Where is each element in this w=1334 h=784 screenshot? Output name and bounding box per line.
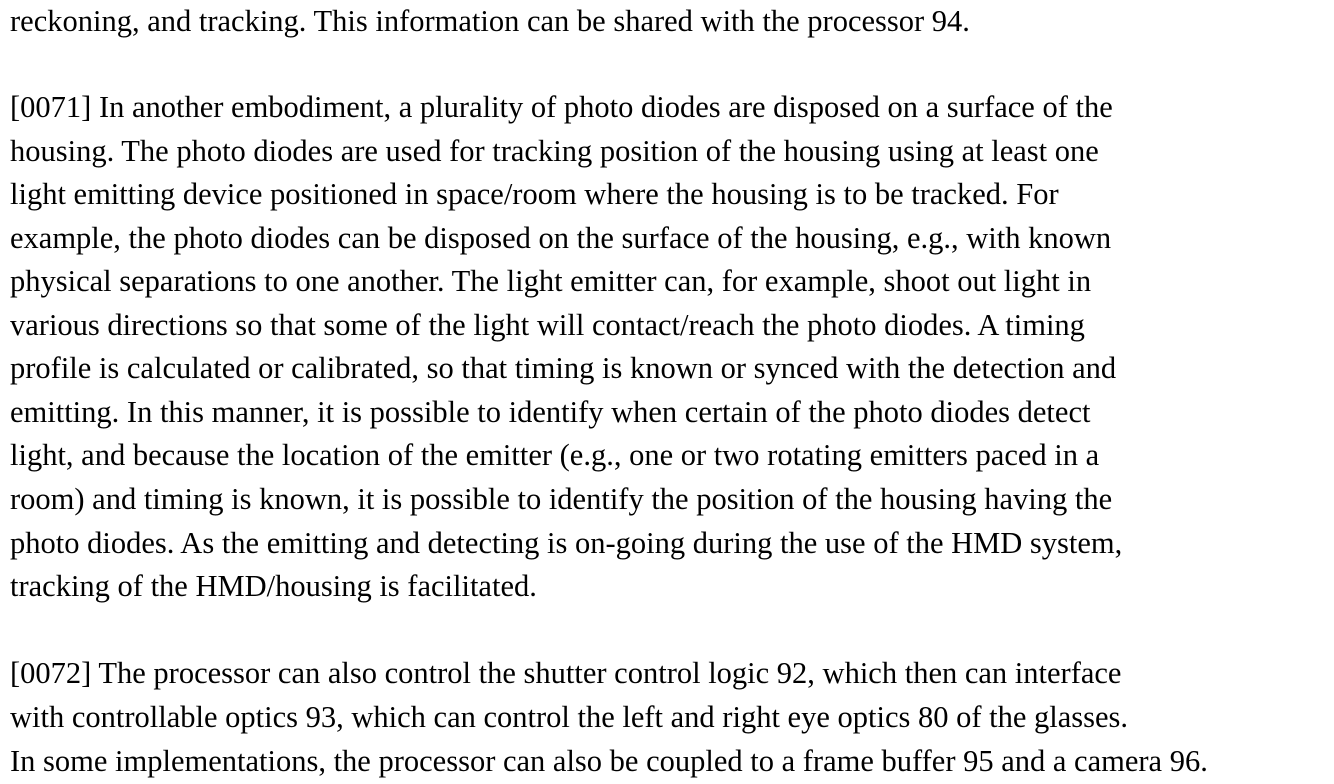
paragraph-0071-line-10: room) and timing is known, it is possible to identify the position of the housing having the [10, 482, 1113, 516]
paragraph-0071-line-12: tracking of the HMD/housing is facilitated. [10, 569, 537, 603]
paragraph-0072-line-1: [0072] The processor can also control the shutter control logic 92, which then can interface [10, 656, 1122, 690]
intro-line-1: reckoning, and tracking. This information can be shared with the processor 94. [10, 4, 970, 38]
paragraph-0071-line-4: example, the photo diodes can be disposed on the surface of the housing, e.g., with known [10, 221, 1112, 255]
paragraph-0071-line-7: profile is calculated or calibrated, so that timing is known or synced with the detection and [10, 351, 1117, 385]
paragraph-0071-line-11: photo diodes. As the emitting and detecting is on-going during the use of the HMD system, [10, 526, 1123, 560]
paragraph-0071-line-2: housing. The photo diodes are used for tracking position of the housing using at least one [10, 134, 1099, 168]
paragraph-0071-line-5: physical separations to one another. The light emitter can, for example, shoot out light in [10, 264, 1092, 298]
paragraph-0071-line-6: various directions so that some of the light will contact/reach the photo diodes. A timing [10, 308, 1085, 342]
paragraph-0072-line-3: In some implementations, the processor can also be coupled to a frame buffer 95 and a camera 96. [10, 744, 1208, 778]
paragraph-0071-line-3: light emitting device positioned in space/room where the housing is to be tracked. For [10, 177, 1059, 211]
paragraph-0071-line-8: emitting. In this manner, it is possible to identify when certain of the photo diodes detect [10, 395, 1091, 429]
paragraph-0072-line-2: with controllable optics 93, which can control the left and right eye optics 80 of the glasses. [10, 700, 1129, 734]
paragraph-0071-line-1: [0071] In another embodiment, a plurality of photo diodes are disposed on a surface of the [10, 90, 1113, 124]
paragraph-0071-line-9: light, and because the location of the emitter (e.g., one or two rotating emitters paced in a [10, 438, 1100, 472]
